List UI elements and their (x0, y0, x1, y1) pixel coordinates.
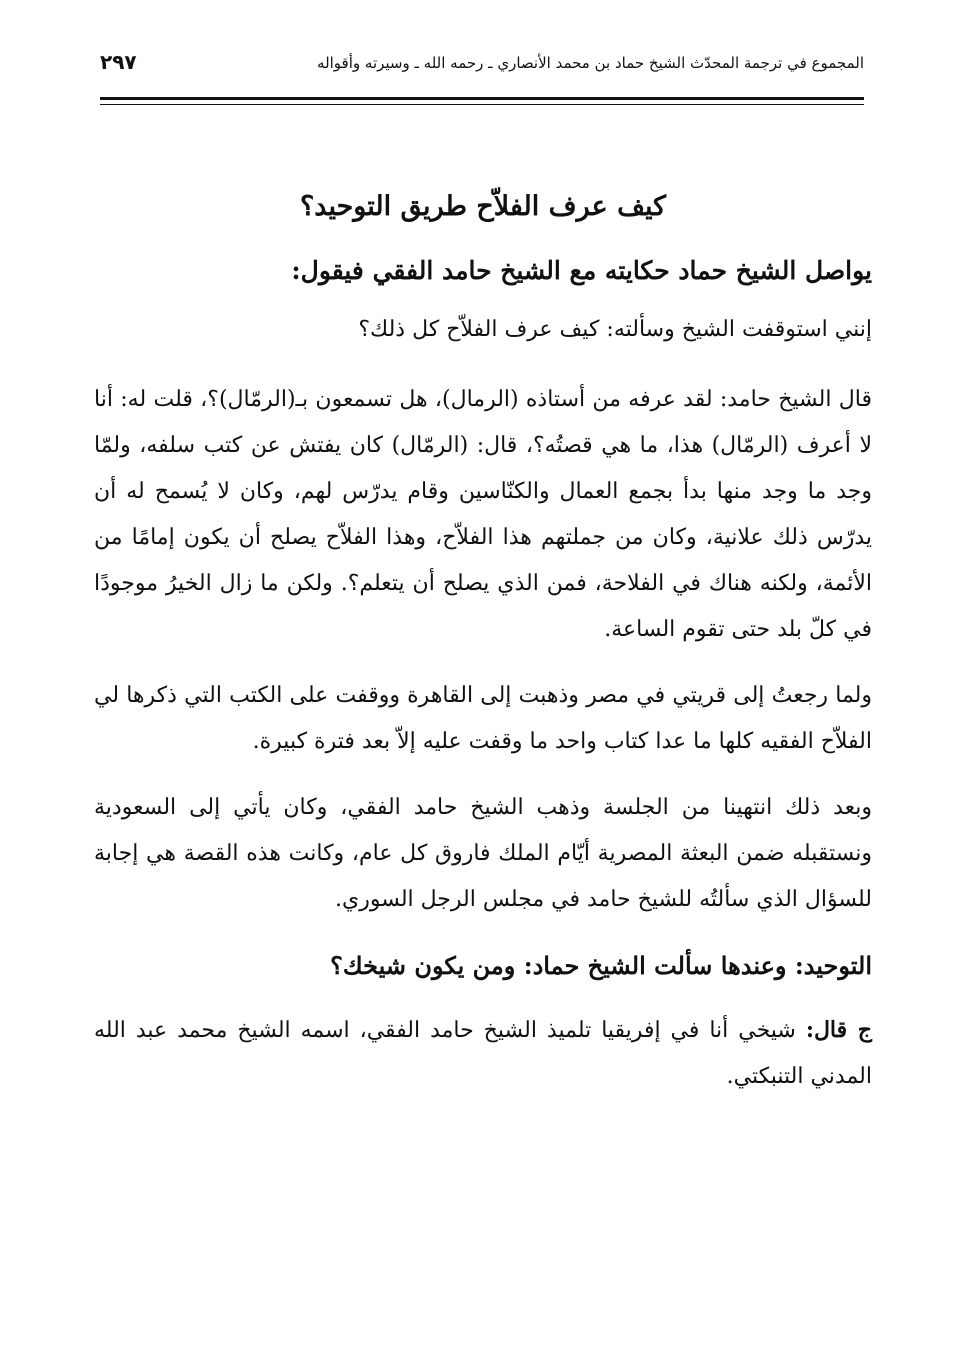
paragraph-3: ولما رجعتُ إلى قريتي في مصر وذهبت إلى القاهرة ووقفت على الكتب التي ذكرها لي الفلاّح الفقيه كلها ما عدا كتاب واحد ما وقفت عليه إلاّ بعد فترة كبيرة. (94, 683, 872, 754)
section-title: كيف عرف الفلاّح طريق التوحيد؟ (299, 191, 667, 222)
answer-text: شيخي أنا في إفريقيا تلميذ الشيخ حامد الفقي، اسمه الشيخ محمد عبد الله المدني التنبكتي. (94, 1018, 872, 1089)
answer-label: ج قال: (805, 1017, 872, 1043)
answer-paragraph (94, 1007, 872, 1100)
header-rule-thin (100, 104, 864, 105)
paragraph-4: وبعد ذلك انتهينا من الجلسة وذهب الشيخ حامد الفقي، وكان يأتي إلى السعودية ونستقبله ضمن البعثة المصرية أيّام الملك فاروق كل عام، وكانت هذه القصة هي إجابة للسؤال الذي سألتُه للشيخ حامد في مجلس الرجل السوري. (94, 795, 872, 912)
page-body (94, 185, 872, 1120)
paragraph-1: إنني استوقفت الشيخ وسألته: كيف عرف الفلاّح كل ذلك؟ (358, 317, 872, 342)
paragraph-2: قال الشيخ حامد: لقد عرفه من أستاذه (الرمال)، هل تسمعون بـ(الرمّال)؟، قلت له: أنا لا أعرف (الرمّال) هذا، ما هي قصتُه؟، قال: (الرمّال) كان يفتش عن كتب سلفه، ولمّا وجد ما وجد منها بدأ بجمع العمال والكنّاسين وقام يدرّس لهم، وكان لا يُسمح له أن يدرّس ذلك علانية، وكان من جملتهم هذا الفلاّح، وهذا الفلاّح يصلح أن يكون إمامًا من الأئمة، ولكنه هناك في الفلاحة، فمن الذي يصلح أن يتعلم؟. ولكن ما زال الخيرُ موجودًا في كلّ بلد حتى تقوم الساعة. (94, 387, 872, 642)
question-heading: التوحيد: وعندها سألت الشيخ حماد: ومن يكون شيخك؟ (330, 951, 872, 980)
section-subtitle: يواصل الشيخ حماد حكايته مع الشيخ حامد الفقي فيقول: (291, 256, 872, 285)
header-rule-thick (100, 97, 864, 100)
page-number: ٢٩٧ (100, 50, 137, 74)
running-header (100, 50, 864, 80)
book-title-header: المجموع في ترجمة المحدّث الشيخ حماد بن محمد الأنصاري ـ رحمه الله ـ وسيرته وأقواله (317, 54, 864, 72)
